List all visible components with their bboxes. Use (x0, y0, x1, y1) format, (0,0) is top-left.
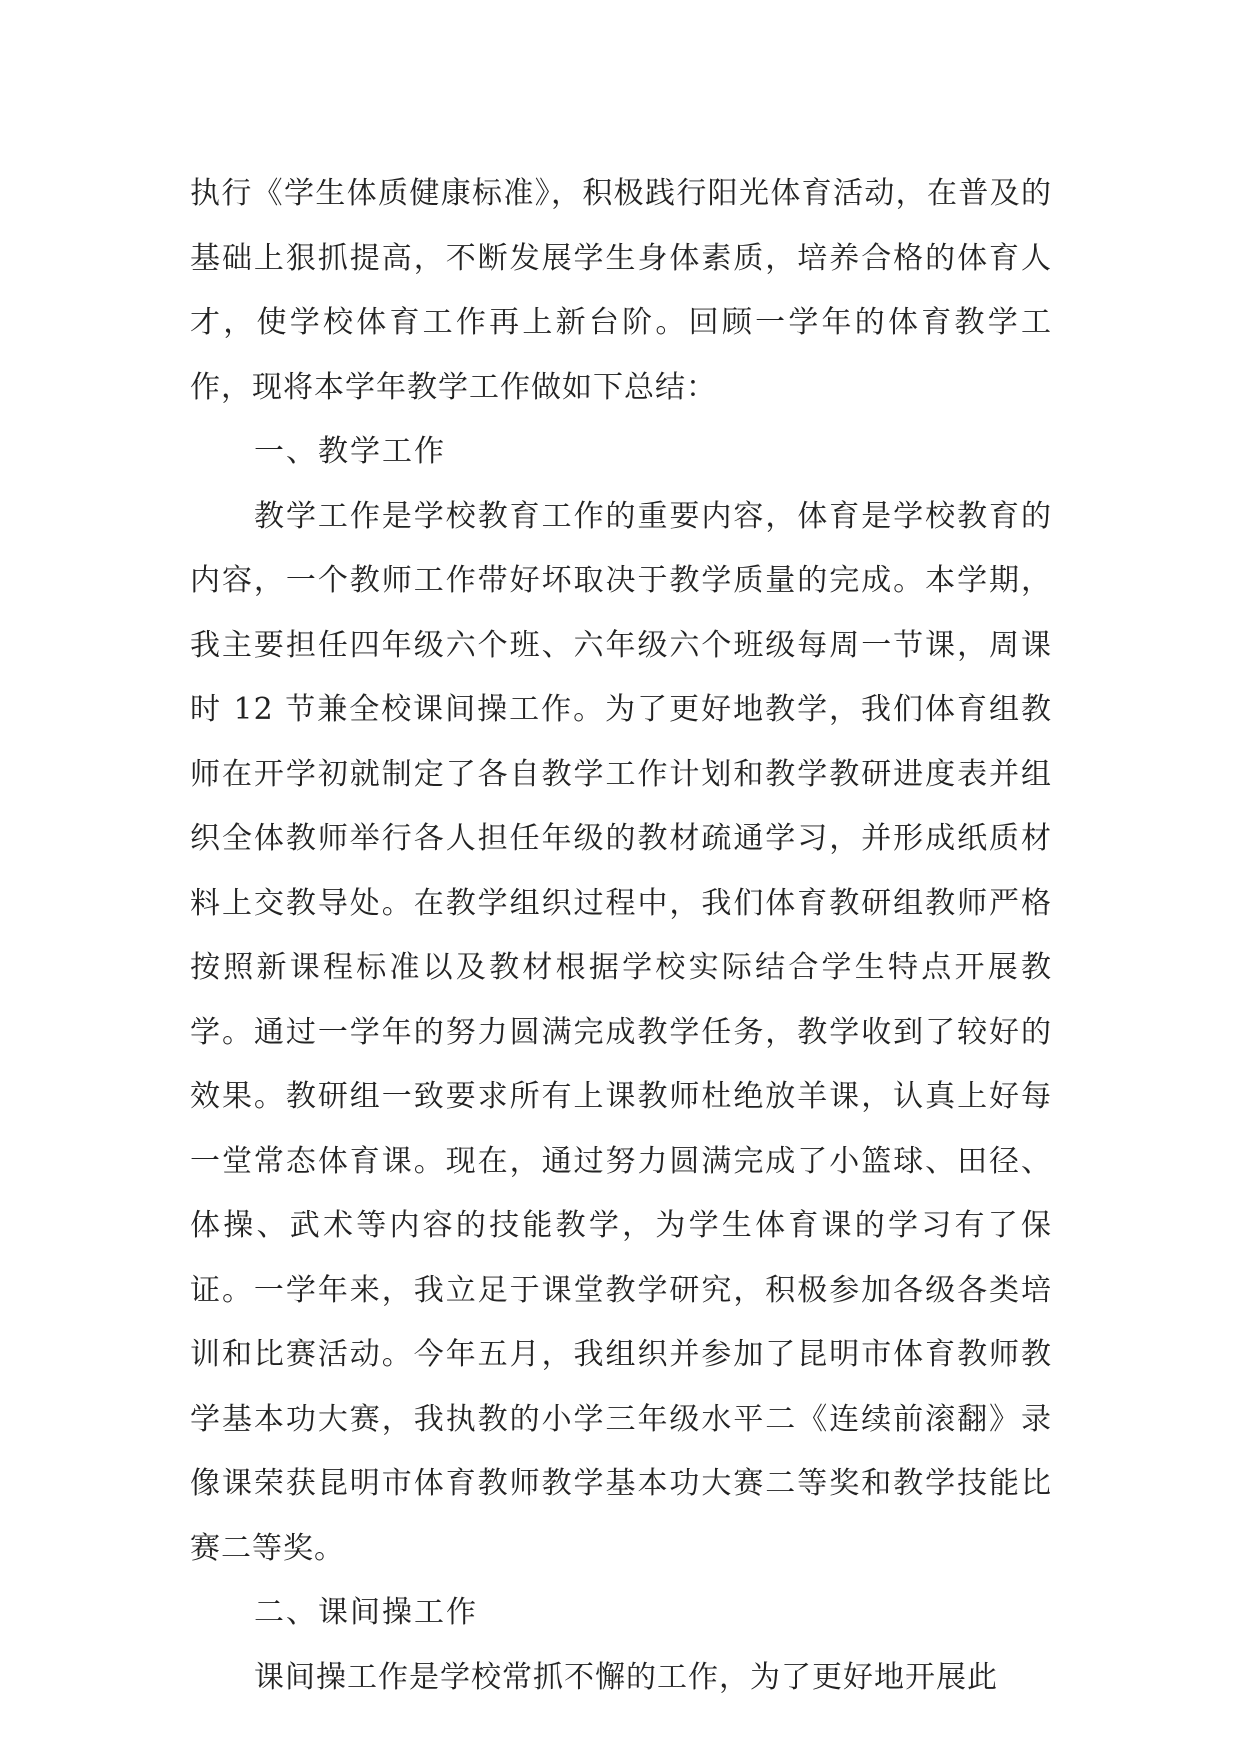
document-page (190, 162, 1052, 1710)
intro-paragraph: 执行《学生体质健康标准》，积极践行阳光体育活动，在普及的基础上狠抓提高，不断发展学生身体素质，培养合格的体育人才，使学校体育工作再上新台阶。回顾一学年的体育教学工作，现将本学年教学工作做如下总结： (190, 176, 1052, 405)
section-heading-exercise: 二、课间操工作 (254, 1595, 478, 1630)
teaching-work-paragraph: 教学工作是学校教育工作的重要内容，体育是学校教育的内容，一个教师工作带好坏取决于教学质量的完成。本学期，我主要担任四年级六个班、六年级六个班级每周一节课，周课时 12 节兼全校课间操工作。为了更好地教学，我们体育组教师在开学初就制定了各自教学工作计划和教学教研进度表并组织全体教师举行各人担任年级的教材疏通学习，并形成纸质材料上交教导处。在教学组织过程中，我们体育教研组教师严格按照新课程标准以及教材根据学校实际结合学生特点开展教学。通过一学年的努力圆满完成教学任务，教学收到了较好的效果。教研组一致要求所有上课教师杜绝放羊课，认真上好每一堂常态体育课。现在，通过努力圆满完成了小篮球、田径、体操、武术等内容的技能教学，为学生体育课的学习有了保证。一学年来，我立足于课堂教学研究，积极参加各级各类培训和比赛活动。今年五月，我组织并参加了昆明市体育教师教学基本功大赛，我执教的小学三年级水平二《连续前滚翻》录像课荣获昆明市体育教师教学基本功大赛二等奖和教学技能比赛二等奖。 (190, 498, 1052, 1566)
section-heading-teaching: 一、教学工作 (254, 434, 446, 469)
exercise-work-paragraph: 课间操工作是学校常抓不懈的工作，为了更好地开展此 (254, 1659, 998, 1695)
